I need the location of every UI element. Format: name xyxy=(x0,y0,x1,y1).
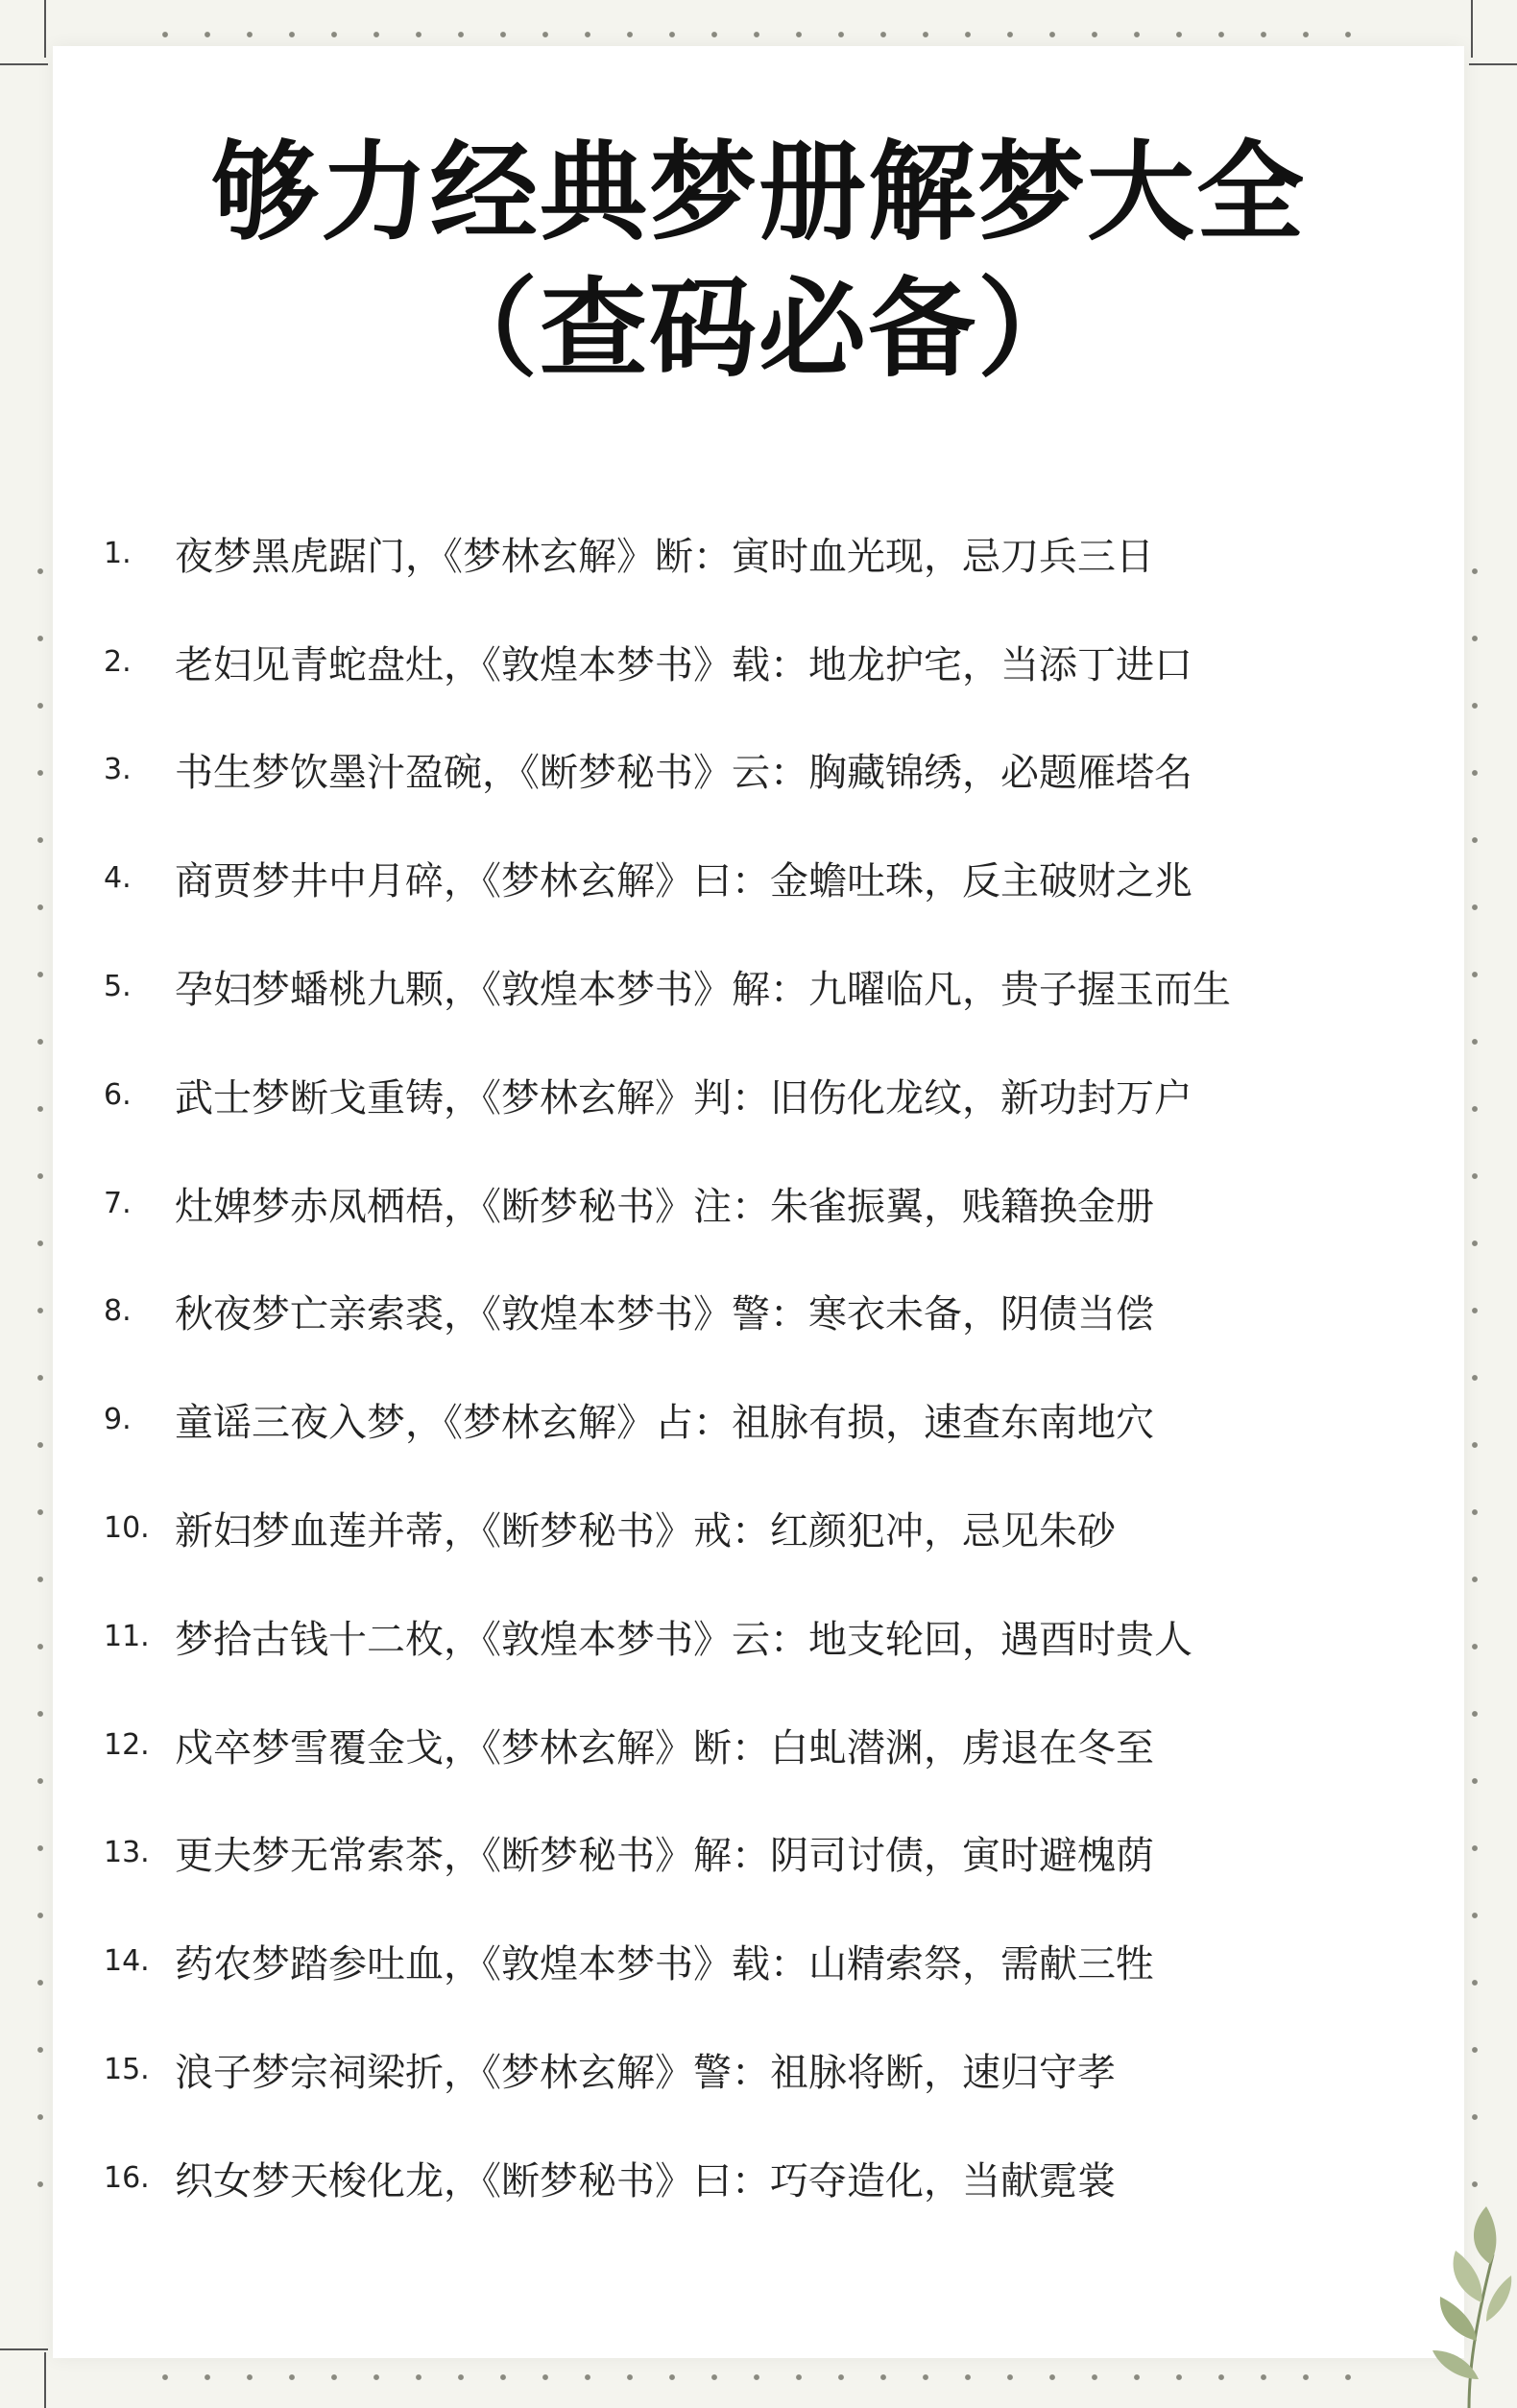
list-item-number: 14. xyxy=(104,1944,150,1979)
list-item xyxy=(104,1799,1352,1908)
list-item xyxy=(104,1474,1352,1582)
right-dot-border xyxy=(1469,538,1481,2227)
list-item-number: 8. xyxy=(104,1294,132,1329)
list-item xyxy=(104,608,1352,716)
list-item-number: 16. xyxy=(104,2160,150,2195)
list-item-number: 2. xyxy=(104,644,132,679)
list-item-text: 夜梦黑虎踞门，《梦林玄解》断：寅时血光现，忌刀兵三日 xyxy=(175,534,1154,579)
list-item-text: 商贾梦井中月碎，《梦林玄解》曰：金蟾吐珠，反主破财之兆 xyxy=(175,859,1192,904)
list-item-number: 15. xyxy=(104,2053,150,2087)
list-item xyxy=(104,932,1352,1041)
list-item-text: 秋夜梦亡亲索裘，《敦煌本梦书》警：寒衣未备，阴债当偿 xyxy=(175,1292,1154,1337)
top-dot-border xyxy=(144,29,1373,40)
list-item-number: 4. xyxy=(104,861,132,896)
list-item-number: 6. xyxy=(104,1077,132,1112)
leaf-decoration-icon xyxy=(1325,2197,1517,2408)
list-item xyxy=(104,1258,1352,1366)
corner-tick-bottom-left-vertical xyxy=(44,2352,46,2408)
list-item xyxy=(104,2124,1352,2232)
list-item xyxy=(104,824,1352,932)
list-item-text: 灶婢梦赤凤栖梧，《断梦秘书》注：朱雀振翼，贱籍换金册 xyxy=(175,1184,1154,1229)
list-item-number: 13. xyxy=(104,1836,150,1870)
list-item-text: 老妇见青蛇盘灶，《敦煌本梦书》载：地龙护宅，当添丁进口 xyxy=(175,642,1192,687)
list-item-text: 梦拾古钱十二枚，《敦煌本梦书》云：地支轮回，遇酉时贵人 xyxy=(175,1617,1192,1662)
list-item-number: 10. xyxy=(104,1511,150,1546)
list-item-text: 织女梦天梭化龙，《断梦秘书》曰：巧夺造化，当献霓裳 xyxy=(175,2158,1116,2203)
dream-list xyxy=(104,499,1352,2232)
list-item-text: 武士梦断戈重铸，《梦林玄解》判：旧伤化龙纹，新功封万户 xyxy=(175,1075,1192,1120)
list-item xyxy=(104,2015,1352,2124)
left-dot-border xyxy=(35,538,46,2227)
corner-tick-top-left-vertical xyxy=(44,0,46,58)
list-item-number: 1. xyxy=(104,536,132,570)
list-item xyxy=(104,499,1352,608)
list-item-number: 5. xyxy=(104,970,132,1004)
corner-tick-bottom-left xyxy=(0,2348,48,2350)
list-item xyxy=(104,1365,1352,1474)
bottom-dot-border xyxy=(144,2372,1373,2383)
corner-tick-top-right xyxy=(1469,63,1517,65)
list-item-number: 12. xyxy=(104,1727,150,1762)
corner-tick-top-left xyxy=(0,63,48,65)
list-item-text: 药农梦踏参吐血，《敦煌本梦书》载：山精索祭，需献三牲 xyxy=(175,1942,1154,1987)
list-item-text: 书生梦饮墨汁盈碗，《断梦秘书》云：胸藏锦绣，必题雁塔名 xyxy=(175,751,1192,796)
list-item xyxy=(104,1149,1352,1258)
list-item-text: 童谣三夜入梦，《梦林玄解》占：祖脉有损，速查东南地穴 xyxy=(175,1401,1154,1446)
list-item-text: 更夫梦无常索茶，《断梦秘书》解：阴司讨债，寅时避槐荫 xyxy=(175,1834,1154,1879)
list-item-text: 戍卒梦雪覆金戈，《梦林玄解》断：白虬潜渊，虏退在冬至 xyxy=(175,1725,1154,1770)
list-item xyxy=(104,1041,1352,1149)
page-title: 够力经典梦册解梦大全（查码必备） xyxy=(211,131,1306,392)
list-item xyxy=(104,1691,1352,1799)
list-item-number: 7. xyxy=(104,1186,132,1220)
list-item-number: 3. xyxy=(104,753,132,787)
list-item xyxy=(104,1907,1352,2015)
list-item xyxy=(104,716,1352,825)
list-item-number: 11. xyxy=(104,1619,150,1653)
list-item-text: 新妇梦血莲并蒂，《断梦秘书》戒：红颜犯冲，忌见朱砂 xyxy=(175,1509,1116,1554)
list-item-text: 浪子梦宗祠梁折，《梦林玄解》警：祖脉将断，速归守孝 xyxy=(175,2051,1116,2096)
corner-tick-top-right-vertical xyxy=(1471,0,1473,58)
list-item xyxy=(104,1582,1352,1691)
list-item-text: 孕妇梦蟠桃九颗，《敦煌本梦书》解：九曜临凡，贵子握玉而生 xyxy=(175,968,1231,1013)
list-item-number: 9. xyxy=(104,1403,132,1437)
